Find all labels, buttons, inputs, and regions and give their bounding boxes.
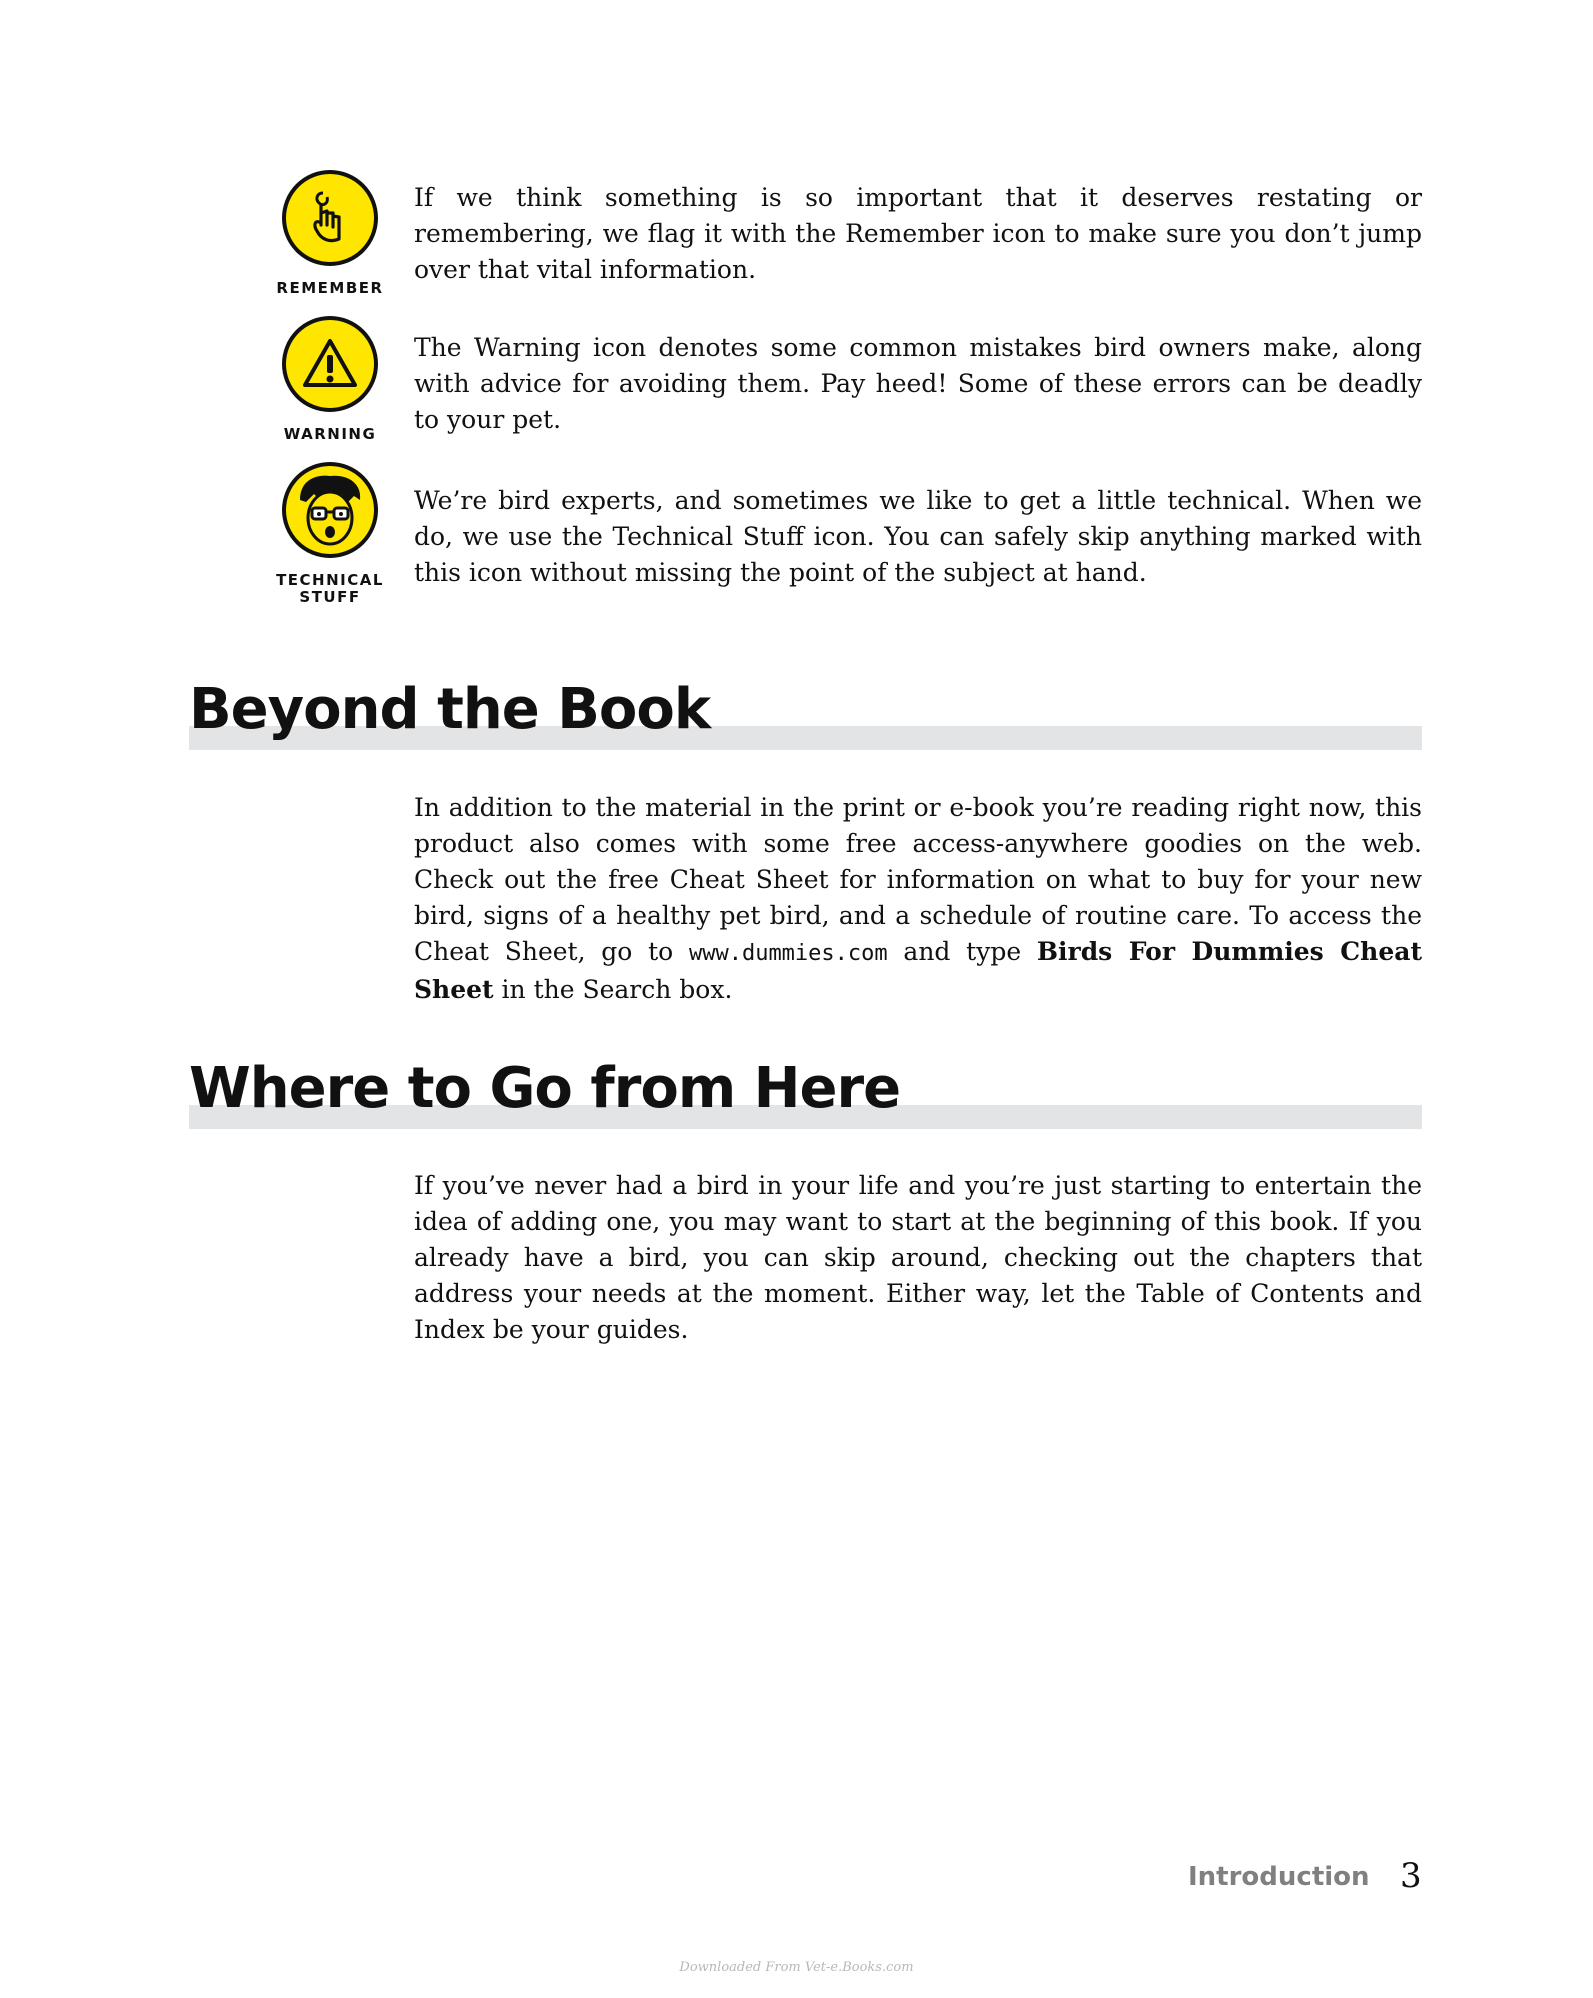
technical-stuff-label bbox=[270, 572, 390, 606]
beyond-the-book-heading: Beyond the Book bbox=[189, 677, 711, 742]
cheat-sheet-search-term: Birds For Dummies Cheat Sheet bbox=[414, 937, 1422, 1004]
technical-stuff-paragraph: We’re bird experts, and sometimes we like to get a little technical. When we do, we use the Technical Stuff icon. You can safely skip anything marked with this icon without missing the point of the subject at hand. bbox=[414, 486, 1422, 587]
footer-section-label: Introduction bbox=[1188, 1862, 1370, 1892]
warning-paragraph: The Warning icon denotes some common mistakes bird owners make, along with advice for avoiding them. Pay heed! Some of these errors can be deadly to your pet. bbox=[414, 333, 1422, 434]
page-number: 3 bbox=[1400, 1856, 1422, 1896]
remember-label: REMEMBER bbox=[276, 279, 384, 297]
warning-label: WARNING bbox=[283, 425, 377, 443]
beyond-text-part1: In addition to the material in the print or e-book you’re reading right now, this product also comes with some free access-anywhere goodies on the web. Check out the free Cheat Sheet for information on what to buy for your new bird, signs of a healthy pet bird, and a schedule of routine care. To access the Cheat Sheet, go to bbox=[414, 793, 1422, 966]
technical-label-line1: TECHNICAL bbox=[276, 571, 384, 589]
technical-stuff-icon bbox=[282, 462, 378, 558]
warning-icon bbox=[282, 316, 378, 412]
where-to-go-paragraph: If you’ve never had a bird in your life and you’re just starting to entertain the idea of adding one, you may want to start at the beginning of this book. If you already have a bird, you can skip around, checking out the chapters that address your needs at the moment. Either way, let the Table of Contents and Index be your guides. bbox=[414, 1171, 1422, 1344]
remember-paragraph: If we think something is so important that it deserves restating or remembering, we flag it with the Remember icon to make sure you don’t jump over that vital information. bbox=[414, 183, 1422, 284]
technical-label-line2: STUFF bbox=[299, 588, 361, 606]
remember-icon-block bbox=[270, 170, 390, 297]
warning-icon-block bbox=[270, 316, 390, 443]
where-to-go-heading: Where to Go from Here bbox=[189, 1056, 901, 1121]
technical-stuff-icon-block bbox=[270, 462, 390, 606]
remember-icon bbox=[282, 170, 378, 266]
beyond-the-book-heading-block bbox=[189, 670, 1422, 750]
dummies-url-link[interactable]: www.dummies.com bbox=[688, 941, 888, 966]
watermark: Downloaded From Vet-e.Books.com bbox=[679, 1960, 914, 1975]
beyond-text-part2: and type bbox=[887, 937, 1037, 966]
where-to-go-heading-block bbox=[189, 1049, 1422, 1129]
beyond-text-part3: in the Search box. bbox=[493, 975, 733, 1004]
beyond-the-book-paragraph bbox=[414, 790, 1422, 1008]
